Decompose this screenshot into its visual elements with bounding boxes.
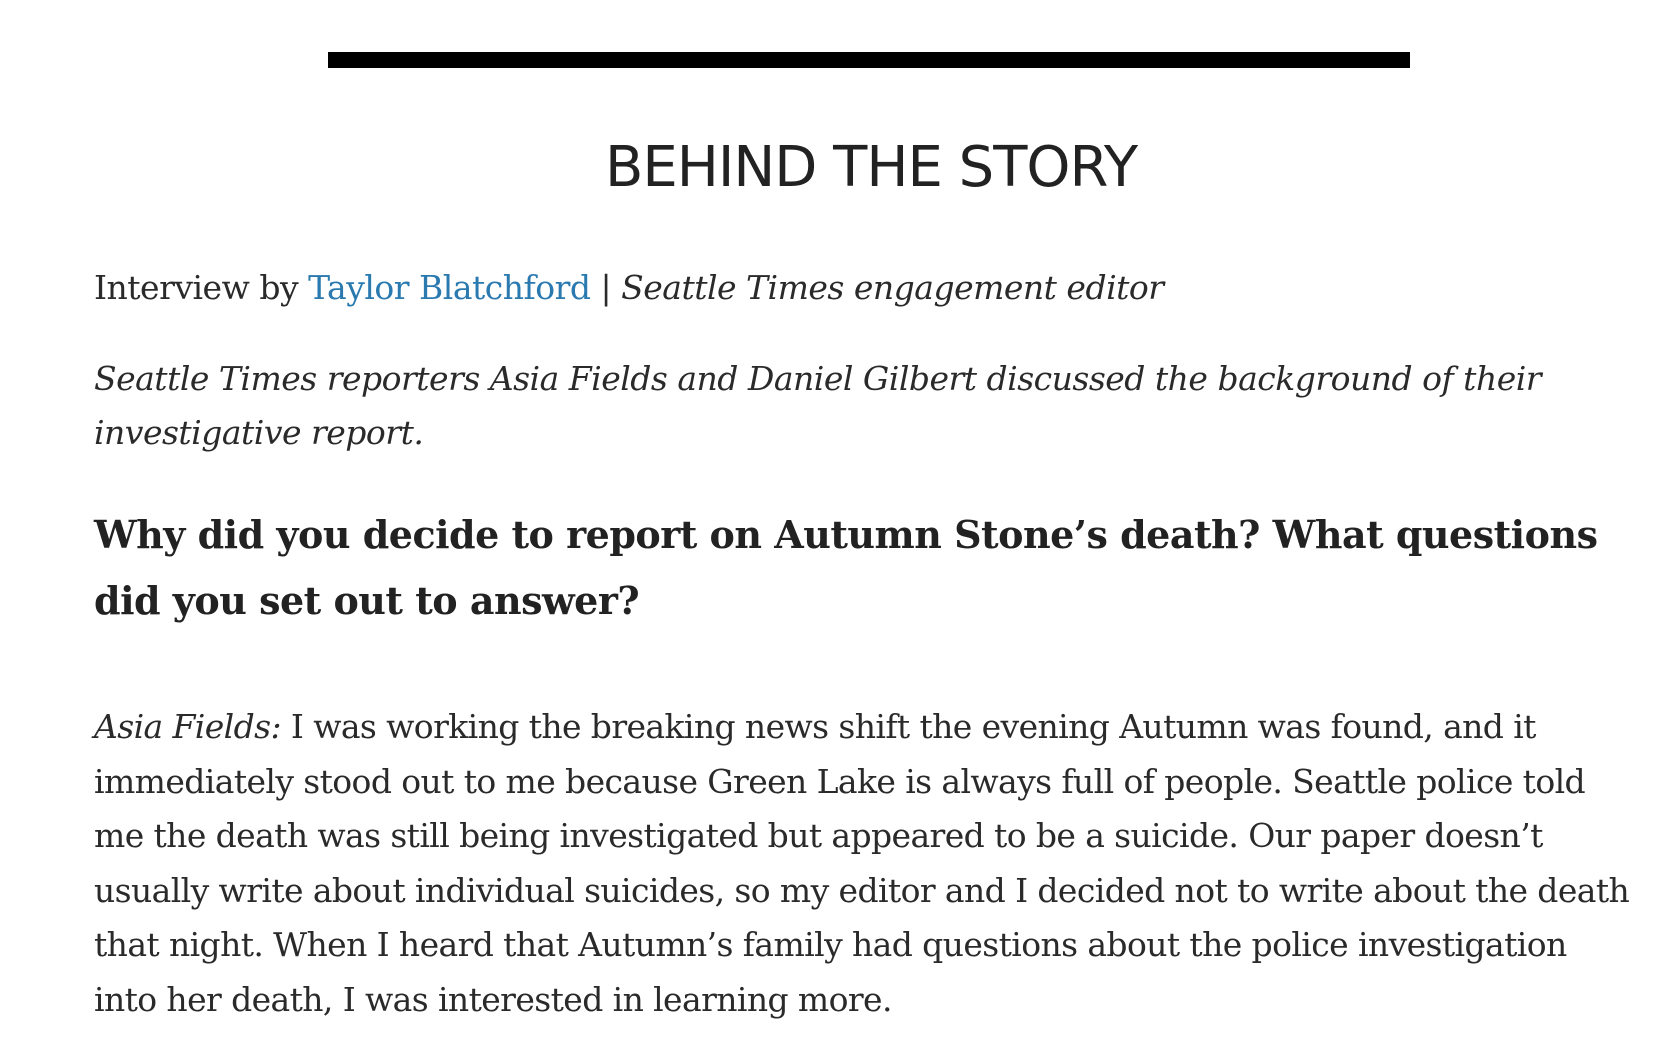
interview-question: Why did you decide to report on Autumn Stone’s death? What questions did you set out to answer? [94, 512, 1598, 623]
byline [94, 262, 1634, 314]
answer-speaker: Asia Fields: [94, 707, 281, 746]
byline-prefix: Interview by [94, 268, 299, 307]
author-role: Seattle Times engagement editor [621, 268, 1164, 307]
interview-answer [94, 700, 1634, 1027]
author-link[interactable]: Taylor Blatchford [308, 268, 591, 307]
intro-text: Seattle Times reporters Asia Fields and Daniel Gilbert discussed the background of their investigative report. [94, 359, 1542, 452]
article-body [94, 262, 1634, 1027]
section-title: BEHIND THE STORY [604, 135, 1138, 200]
byline-separator: | [600, 268, 612, 307]
top-rule [328, 52, 1410, 68]
answer-text: I was working the breaking news shift the evening Autumn was found, and it immediately stood out to me because Green Lake is always full of people. Seattle police told me the death was still being investigated but appeared to be a suicide. Our paper doesn’t usually write about individual suicides, so my editor and I decided not to write about the death that night. When I heard that Autumn’s family had questions about the police investigation into her death, I was interested in learning more. [94, 707, 1630, 1019]
